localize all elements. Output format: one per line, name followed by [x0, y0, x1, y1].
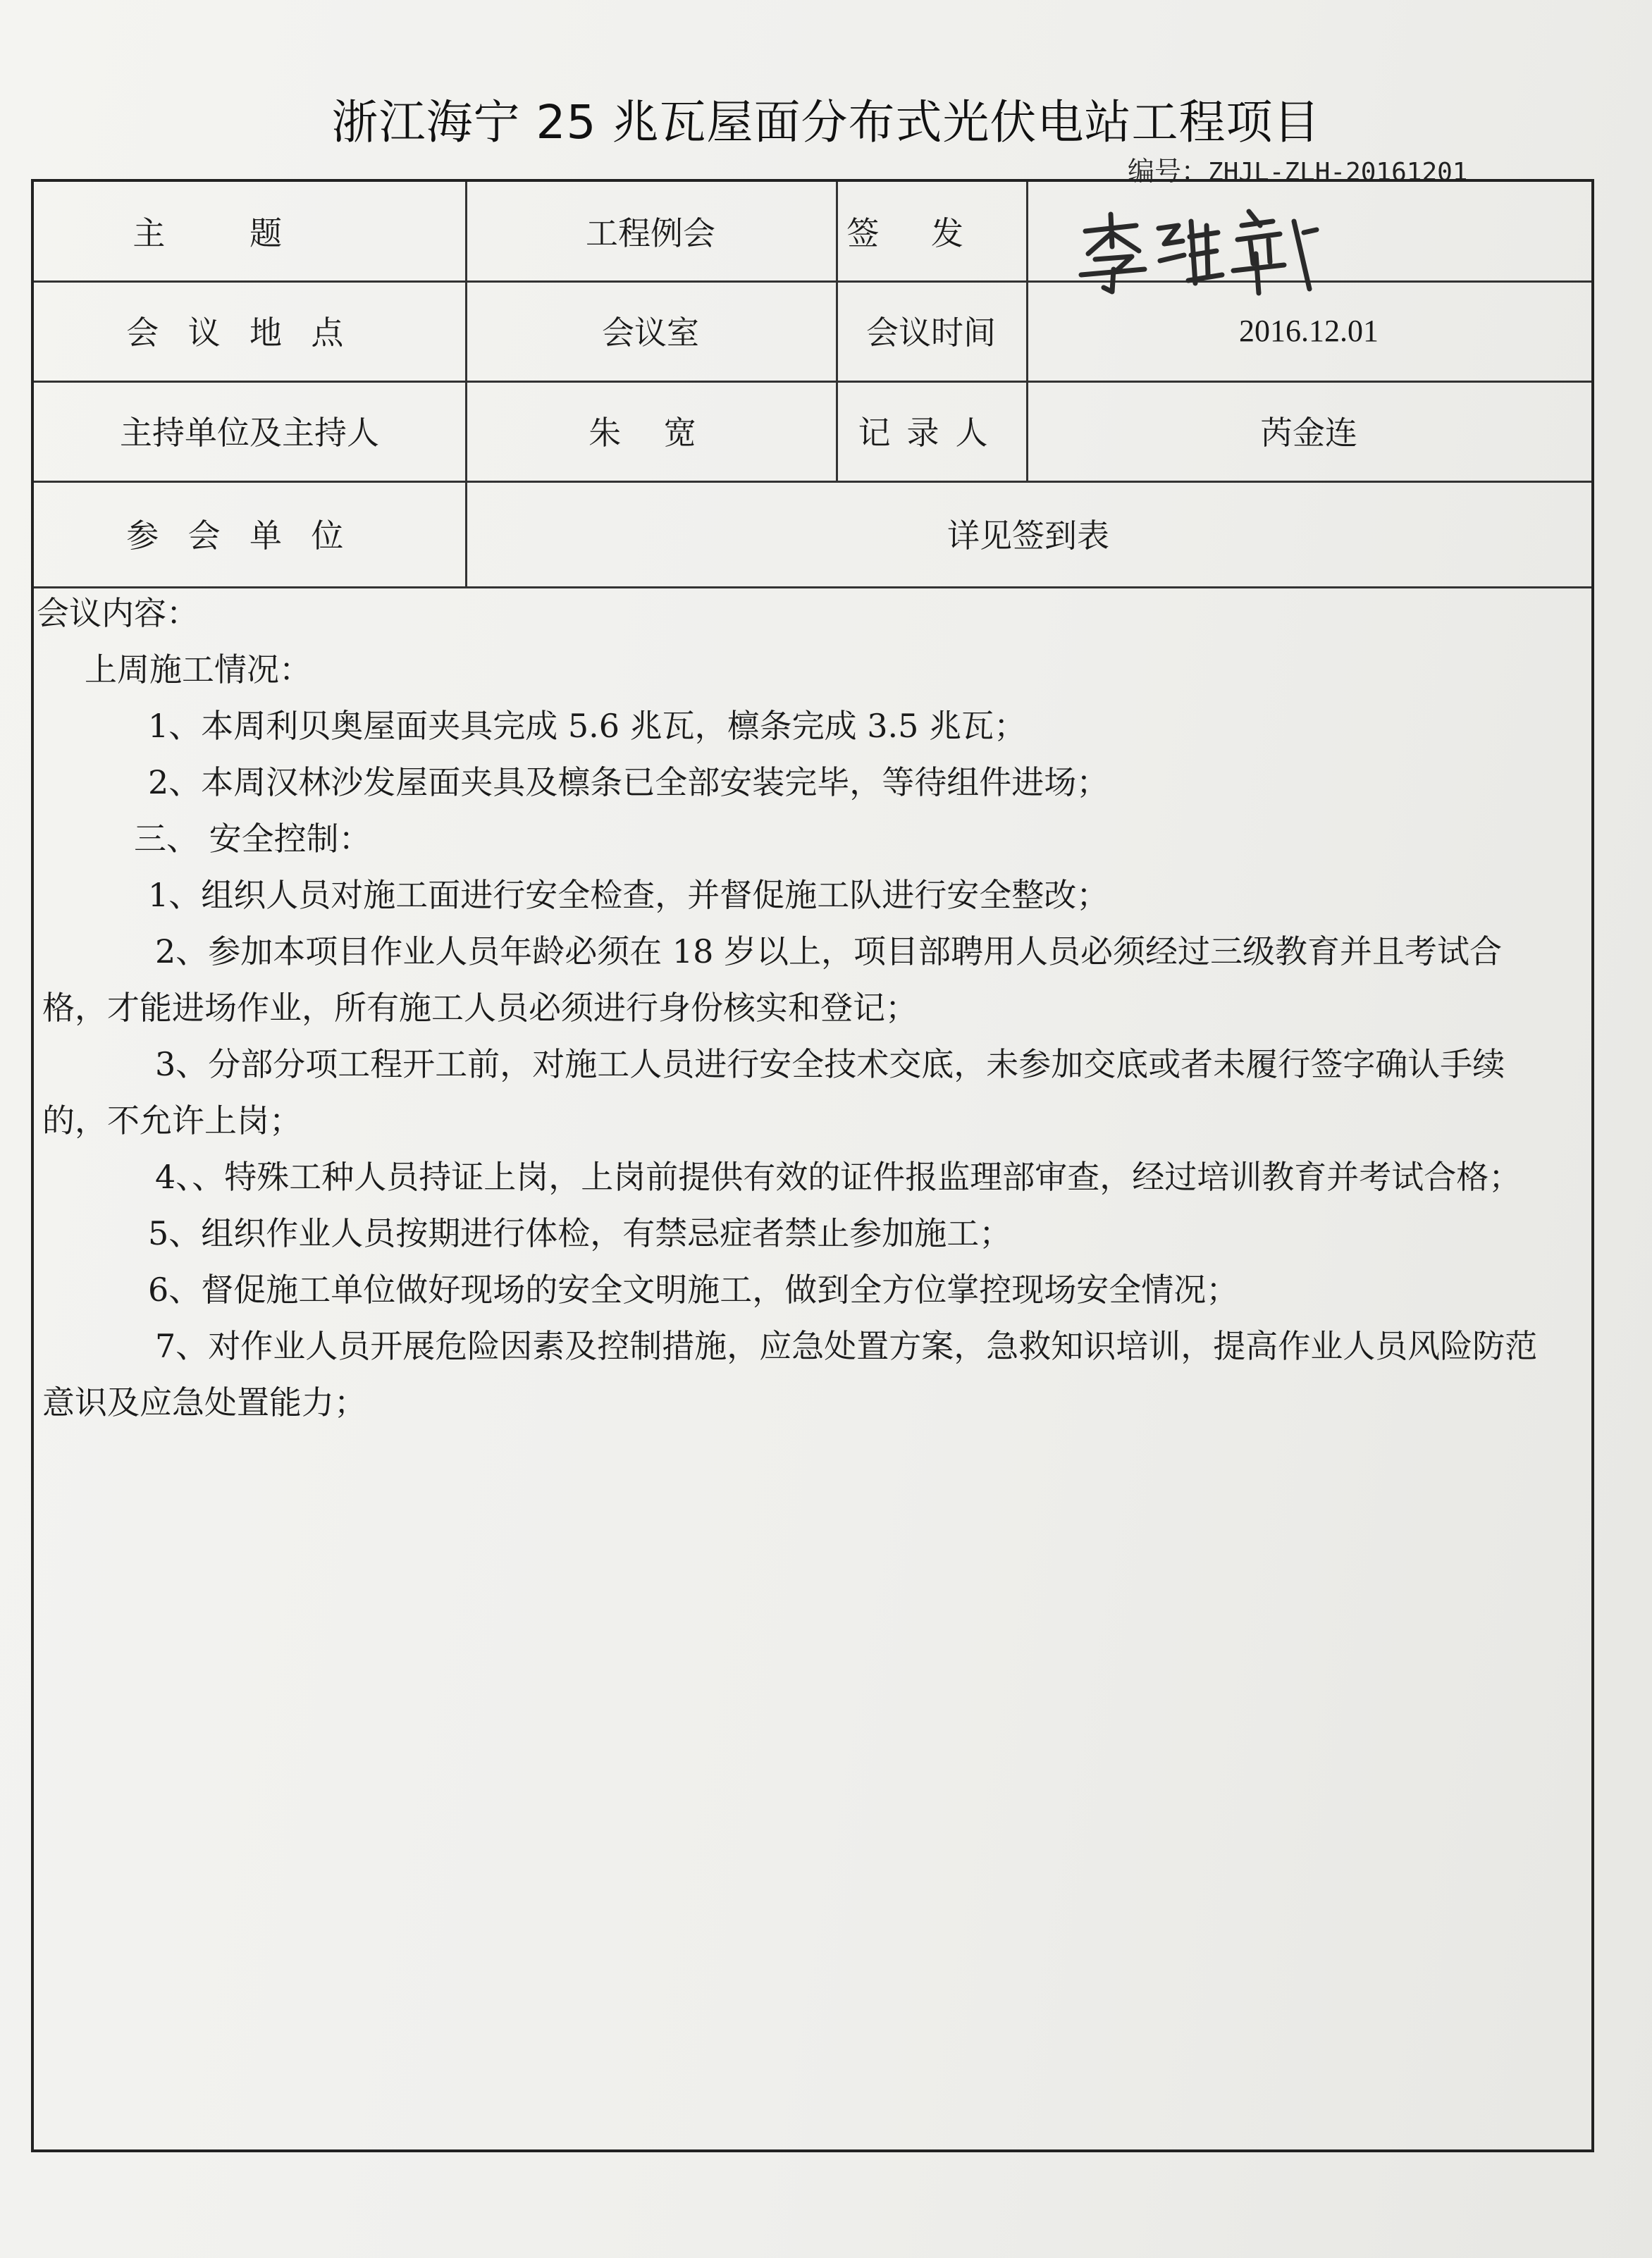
attendees-label-cell	[34, 481, 465, 586]
time-label: 会议时间	[866, 314, 996, 352]
document-number-value: ZHJL-ZLH-20161201	[1208, 158, 1468, 187]
recorder-value: 芮金连	[1260, 414, 1357, 452]
content-heading: 会议内容：	[37, 594, 199, 632]
list-item: 1、本周利贝奥屋面夹具完成 5.6 兆瓦，檩条完成 3.5 兆瓦；	[148, 707, 1027, 745]
host-label: 主持单位及主持人	[120, 414, 379, 452]
subject-label: 主题	[132, 214, 366, 252]
subject-label-cell	[34, 182, 465, 280]
list-item: 6、督促施工单位做好现场的安全文明施工，做到全方位掌控现场安全情况；	[148, 1271, 1239, 1309]
time-label-cell	[836, 280, 1026, 381]
recorder-label: 记录人	[858, 414, 1004, 452]
host-value: 朱 宽	[588, 414, 713, 452]
list-item: 1、组织人员对施工面进行安全检查，并督促施工队进行安全整改；	[148, 876, 1109, 914]
meeting-content	[37, 585, 1586, 1431]
document-title: 浙江海宁 25 兆瓦屋面分布式光伏电站工程项目	[331, 95, 1321, 149]
recorder-label-cell	[836, 381, 1026, 481]
issuer-label: 签发	[846, 214, 1016, 252]
attendees-value: 详见签到表	[947, 517, 1109, 555]
list-item: 5、组织作业人员按期进行体检，有禁忌症者禁止参加施工；	[148, 1214, 1012, 1252]
issuer-signature	[1071, 204, 1325, 296]
handwritten-signature-icon	[1071, 204, 1325, 296]
attendees-value-cell	[465, 481, 1591, 586]
list-item: 2、本周汉林沙发屋面夹具及檩条已全部安装完毕，等待组件进场；	[148, 763, 1109, 801]
location-label-cell	[34, 280, 465, 381]
host-label-cell	[34, 381, 465, 481]
recorder-value-cell	[1026, 381, 1591, 481]
subject-value-cell	[465, 182, 836, 280]
time-value: 2016.12.01	[1239, 313, 1379, 348]
subject-value: 工程例会	[586, 214, 715, 252]
attendees-label: 参会单位	[126, 517, 373, 555]
location-value: 会议室	[602, 314, 699, 352]
section-title-last-week: 上周施工情况：	[85, 650, 312, 689]
location-value-cell	[465, 280, 836, 381]
list-item: 2、参加本项目作业人员年龄必须在 18 岁以上，项目部聘用人员必须经过三级教育并且考试合格，才能进场作业，所有施工人员必须进行身份核实和登记；	[42, 932, 1503, 1027]
host-value-cell	[465, 381, 836, 481]
list-item: 4、、特殊工种人员持证上岗，上岗前提供有效的证件报监理部审查，经过培训教育并考试合格；	[155, 1158, 1522, 1196]
list-item: 7、对作业人员开展危险因素及控制措施，应急处置方案，急救知识培训，提高作业人员风险防范意识及应急处置能力；	[42, 1327, 1538, 1421]
list-item: 3、分部分项工程开工前，对施工人员进行安全技术交底，未参加交底或者未履行签字确认手续的，不允许上岗；	[42, 1045, 1505, 1140]
document-number-label: 编号：	[1128, 156, 1209, 187]
location-label: 会议地点	[126, 314, 373, 352]
section-title-safety: 三、 安全控制：	[134, 820, 371, 858]
issuer-label-cell	[836, 182, 1026, 280]
